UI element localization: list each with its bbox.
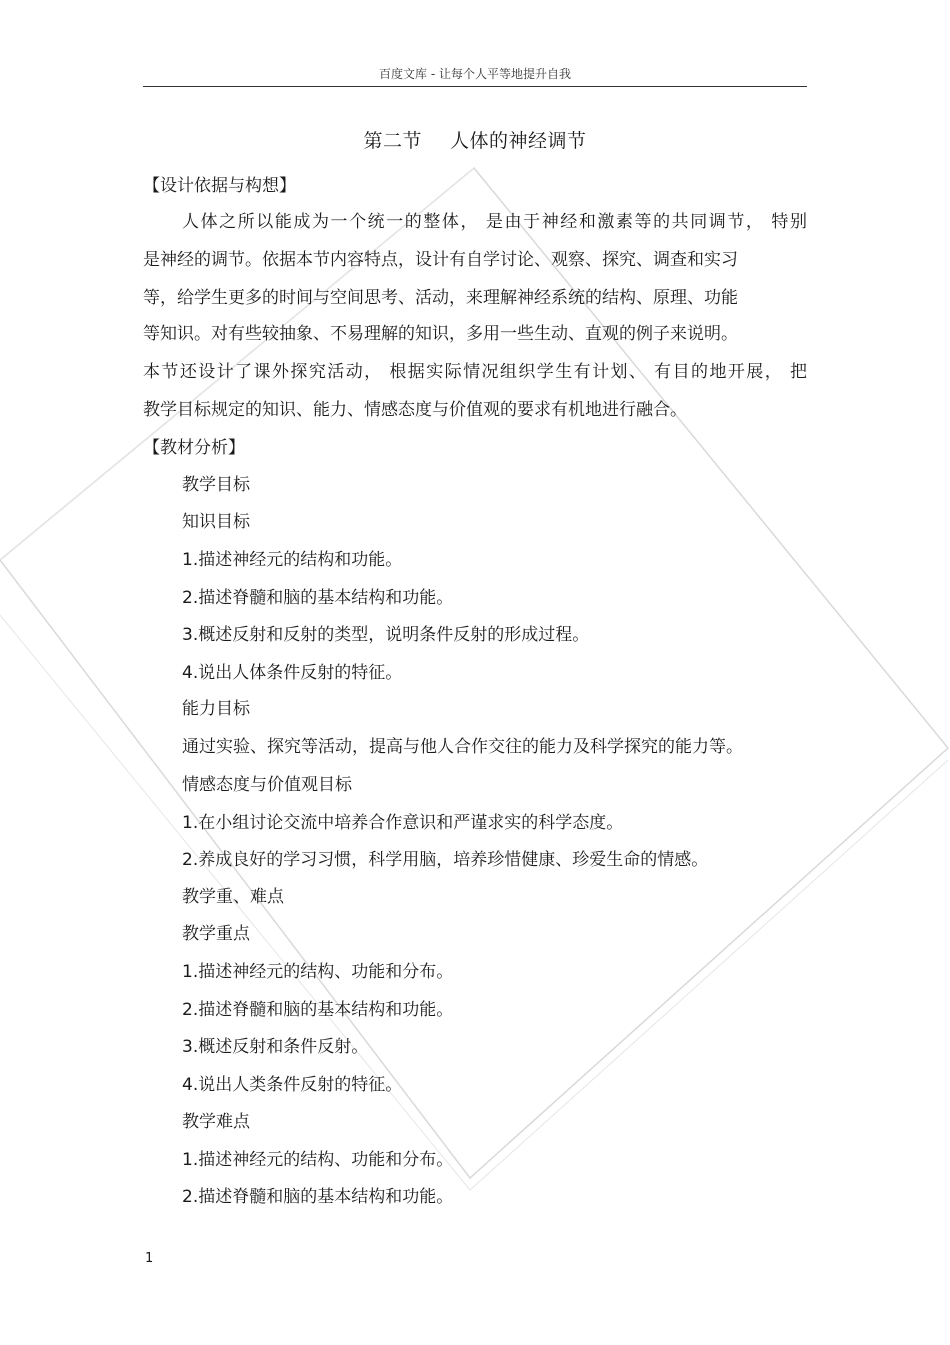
analysis-item: 2.养成良好的学习习惯，科学用脑，培养珍惜健康、珍爱生命的情感。 (182, 850, 709, 870)
design-line-3: 等，给学生更多的时间与空间思考、活动，来理解神经系统的结构、原理、功能 (143, 288, 738, 308)
design-line-2: 是神经的调节。依据本节内容特点，设计有自学讨论、观察、探究、调查和实习 (143, 250, 738, 270)
analysis-item: 1.描述神经元的结构、功能和分布。 (182, 962, 454, 982)
analysis-item: 3.概述反射和反射的类型，说明条件反射的形成过程。 (182, 625, 590, 645)
analysis-item: 通过实验、探究等活动，提高与他人合作交往的能力及科学探究的能力等。 (182, 737, 743, 757)
analysis-item: 1.描述神经元的结构、功能和分布。 (182, 1150, 454, 1170)
section-name: 人体的神经调节 (450, 130, 587, 152)
analysis-item: 2.描述脊髓和脑的基本结构和功能。 (182, 1187, 454, 1207)
analysis-item: 1.在小组讨论交流中培养合作意识和严谨求实的科学态度。 (182, 813, 624, 833)
design-line-5: 本节还设计了课外探究活动， 根据实际情况组织学生有计划、 有目的地开展， 把 (143, 362, 807, 382)
page-number: 1 (145, 1251, 154, 1266)
analysis-item: 教学目标 (182, 475, 250, 495)
analysis-heading: 【教材分析】 (143, 438, 245, 458)
analysis-item: 2.描述脊髓和脑的基本结构和功能。 (182, 588, 454, 608)
header-rule (143, 86, 807, 87)
running-header: 百度文库 - 让每个人平等地提升自我 (379, 67, 571, 81)
analysis-item: 情感态度与价值观目标 (182, 775, 352, 795)
analysis-item: 教学重点 (182, 924, 250, 944)
design-line-4: 等知识。对有些较抽象、不易理解的知识，多用一些生动、直观的例子来说明。 (143, 324, 738, 344)
design-line-6: 教学目标规定的知识、能力、情感态度与价值观的要求有机地进行融合。 (143, 400, 687, 420)
design-heading: 【设计依据与构想】 (143, 176, 296, 196)
analysis-item: 教学难点 (182, 1112, 250, 1132)
analysis-item: 教学重、难点 (182, 887, 284, 907)
page-title (143, 128, 807, 154)
analysis-item: 能力目标 (182, 699, 250, 719)
design-line-1: 人体之所以能成为一个统一的整体， 是由于神经和激素等的共同调节， 特别 (182, 212, 807, 232)
analysis-item: 知识目标 (182, 512, 250, 532)
analysis-item: 4.说出人体条件反射的特征。 (182, 663, 403, 683)
analysis-item: 2.描述脊髓和脑的基本结构和功能。 (182, 1000, 454, 1020)
analysis-item: 1.描述神经元的结构和功能。 (182, 550, 403, 570)
section-number: 第二节 (363, 130, 422, 152)
analysis-item: 3.概述反射和条件反射。 (182, 1037, 369, 1057)
analysis-item: 4.说出人类条件反射的特征。 (182, 1075, 403, 1095)
